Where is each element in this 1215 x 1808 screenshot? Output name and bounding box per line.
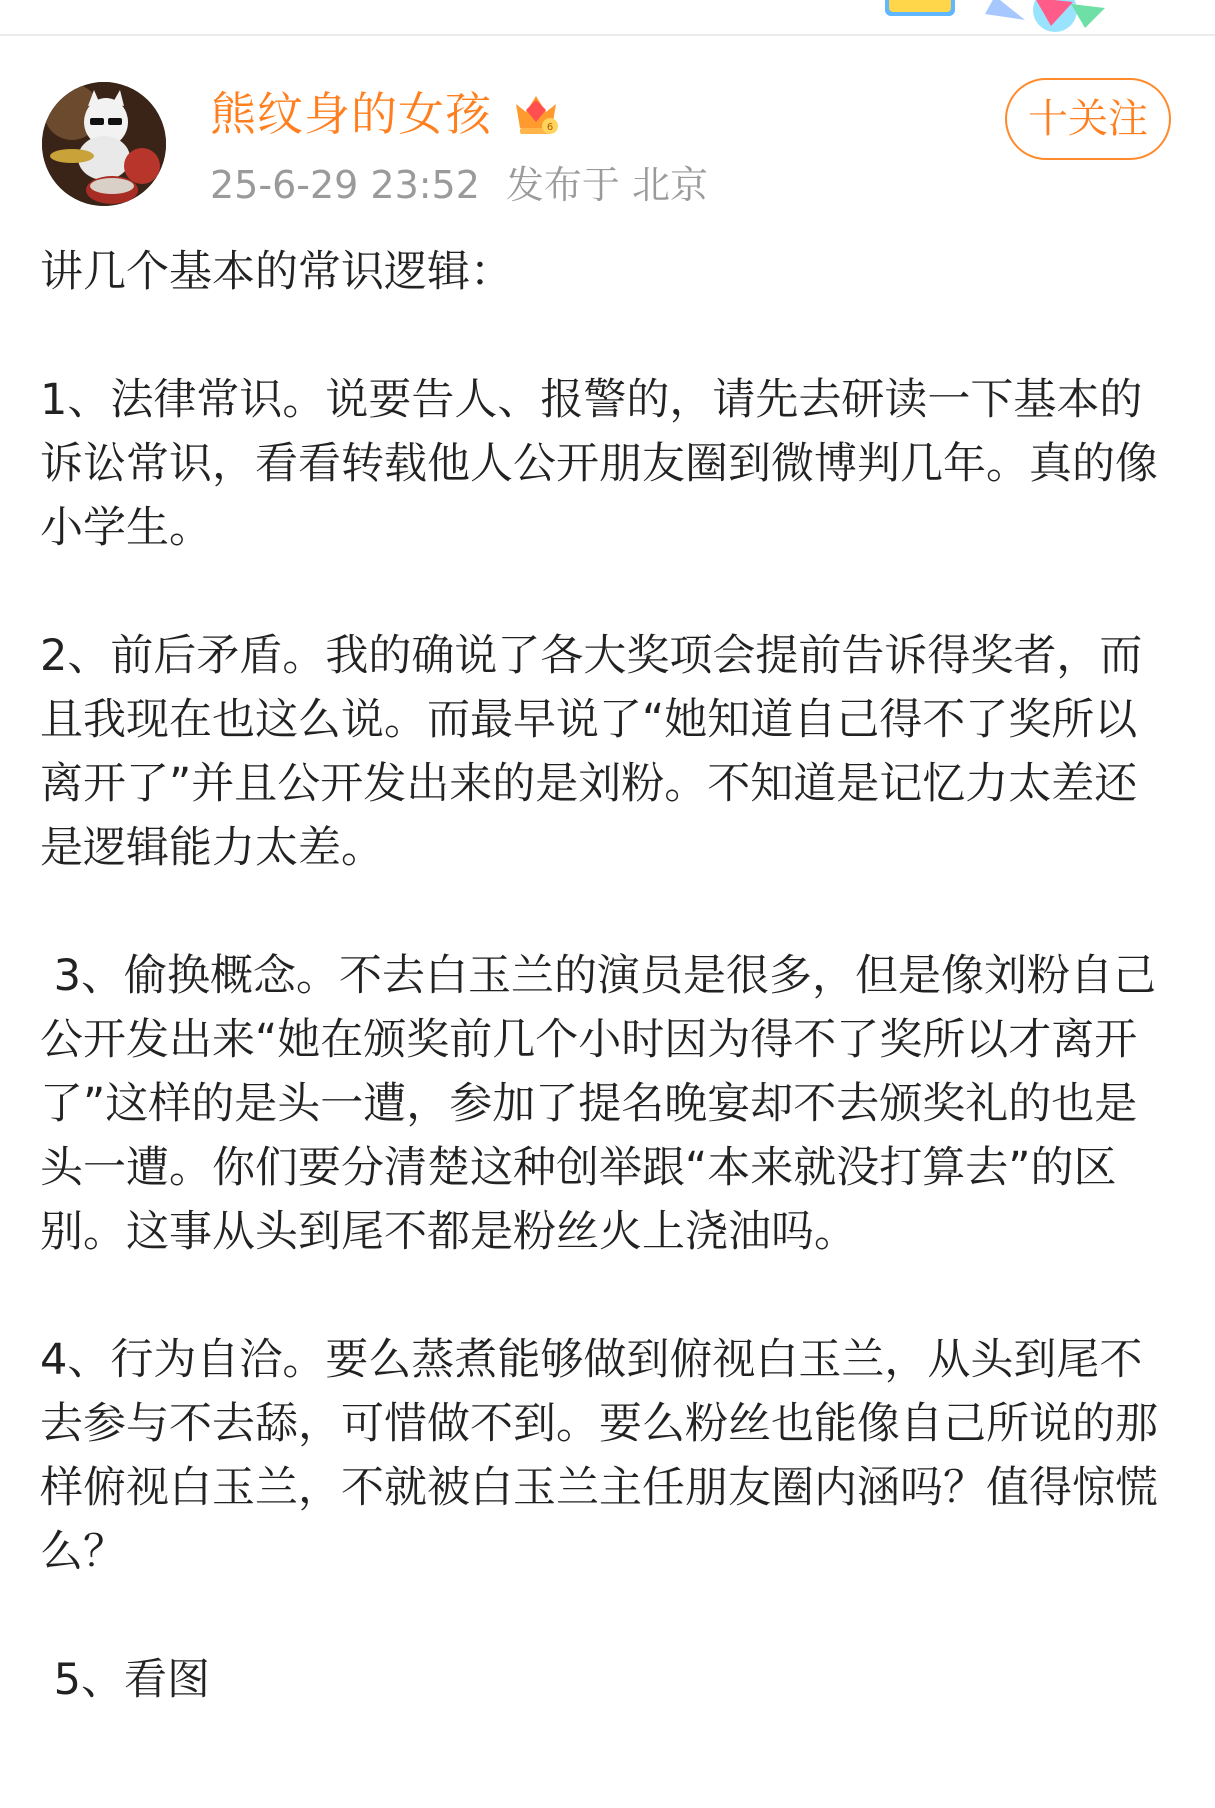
top-status-strip [0, 0, 1215, 36]
promo-banner-icon[interactable] [875, 0, 1125, 38]
vip-crown-icon[interactable] [510, 88, 562, 138]
follow-button[interactable]: 十关注 [1005, 78, 1171, 160]
post-header [0, 70, 1215, 220]
author-name[interactable]: 熊纹身的女孩 [210, 87, 492, 141]
svg-text:6: 6 [546, 122, 554, 133]
avatar-image [42, 82, 166, 206]
post-paragraph-intro: 讲几个基本的常识逻辑： [40, 247, 513, 297]
post-meta [210, 160, 708, 210]
post-body [40, 240, 1180, 1712]
post-paragraph-2: 2、前后矛盾。我的确说了各大奖项会提前告诉得奖者，而且我现在也这么说。而最早说了“她知道自己得不了奖所以离开了”并且公开发出来的是刘粉。不知道是记忆力太差还是逻辑能力太差。 [40, 631, 1143, 873]
post-paragraph-5: 5、看图 [40, 1655, 211, 1705]
post-paragraph-4: 4、行为自洽。要么蒸煮能够做到俯视白玉兰，从头到尾不去参与不去舔，可惜做不到。要么粉丝也能像自己所说的那样俯视白玉兰，不就被白玉兰主任朋友圈内涵吗？值得惊慌么？ [40, 1335, 1158, 1577]
avatar[interactable] [42, 82, 166, 206]
post-paragraph-1: 1、法律常识。说要告人、报警的，请先去研读一下基本的诉讼常识，看看转载他人公开朋友圈到微博判几年。真的像小学生。 [40, 375, 1158, 553]
post-timestamp: 25-6-29 23:52 [210, 163, 480, 207]
post-paragraph-3: 3、偷换概念。不去白玉兰的演员是很多，但是像刘粉自己公开发出来“她在颁奖前几个小时因为得不了奖所以才离开了”这样的是头一遭，参加了提名晚宴却不去颁奖礼的也是头一遭。你们要分清楚这种创举跟“本来就没打算去”的区别。这事从头到尾不都是粉丝火上浇油吗。 [40, 951, 1157, 1257]
post-location: 发布于 北京 [505, 163, 708, 207]
